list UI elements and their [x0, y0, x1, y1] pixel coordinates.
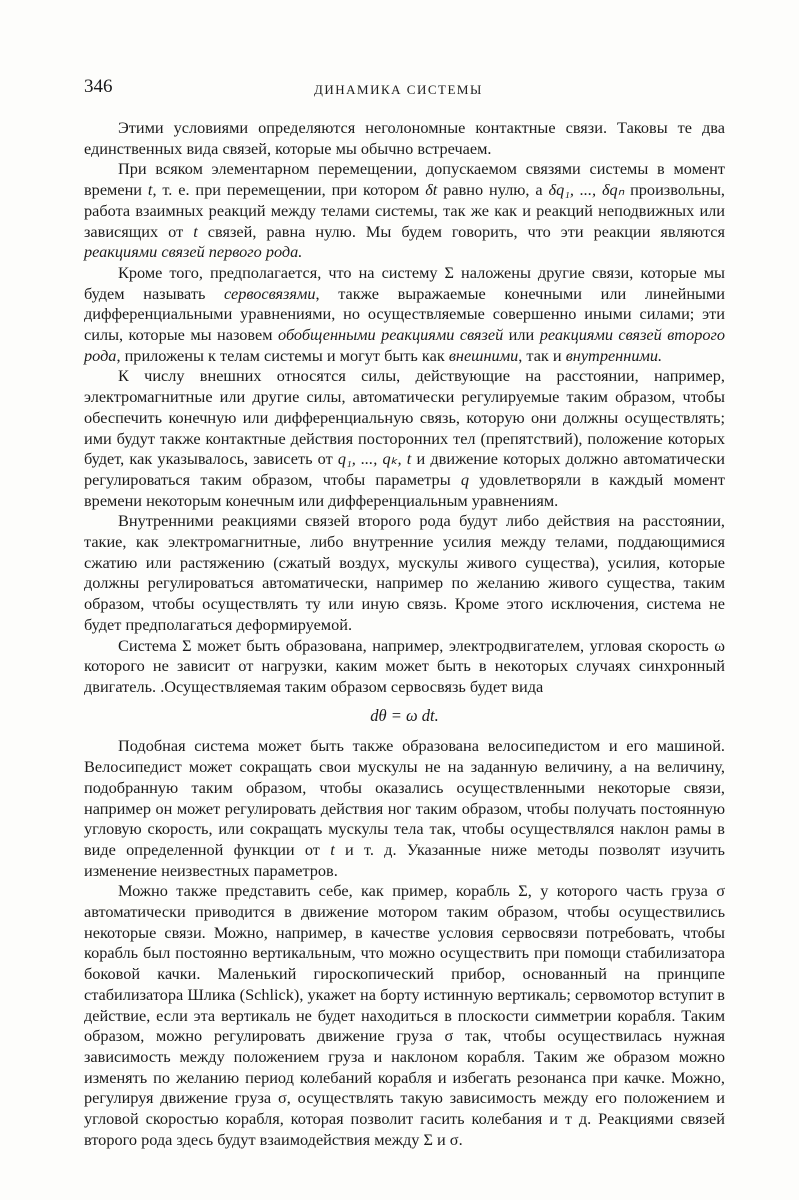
- symbol-delta-t: δt: [425, 180, 438, 200]
- page-header: [84, 76, 724, 106]
- paragraph-2-part: При всяком элементарном перемещении, допускаемом связями системы в момент времени: [84, 159, 725, 200]
- term-servo-constraints: сервосвязями: [224, 283, 316, 303]
- paragraph-7-part: Подобная система может быть также образована велосипедистом и его машиной. Велосипедист может сокращать свои мускулы не на заданную величину, а на величину, подобранную таким образом, чтобы оказались осуществленными некоторые связи, например он может регулировать действия ног таким образом, чтобы получать постоянную угловую скорость, или сокращать мускулы тела так, чтобы осуществлялся наклон рамы в виде определенной функции от: [84, 736, 725, 859]
- paragraph-3-part: или: [503, 325, 540, 345]
- paragraph-1: Этими условиями определяются неголономные контактные связи. Таковы те два единственных вида связей, которые мы обычно встречаем.: [84, 118, 725, 158]
- paragraph-6: Система Σ может быть образована, например, электродвигателем, угловая скорость ω которого не зависит от нагрузки, каким может быть в некоторых случаях синхронный двигатель. .Осуществляемая таким образом сервосвязь будет вида: [84, 635, 725, 696]
- page-number: 346: [84, 76, 113, 97]
- paragraph-5: Внутренними реакциями связей второго рода будут либо действия на расстоянии, такие, как электромагнитные, либо внутренние усилия между телами, поддающимися сжатию или растяжению (сжатый воздух, мускулы живого существа), усилия, которые должны регулироваться автоматически, например по желанию живого существа, таким образом, чтобы осуществлять ту или иную связь. Кроме этого исключения, система не будет предполагаться деформируемой.: [84, 511, 725, 634]
- paragraph-2: [84, 159, 725, 263]
- paragraph-3-part: Кроме того, предполагается, что на систему Σ наложены другие связи, которые мы будем называть: [84, 262, 725, 303]
- symbol-q: q: [460, 469, 470, 489]
- symbol-t: t: [147, 180, 153, 200]
- paragraph-4-part: удовлетворяли в каждый момент времени некоторым конечным или дифференциальным уравнениям.: [84, 469, 725, 510]
- paragraph-4-part: и движение которых должно автоматически регулироваться таким образом, чтобы параметры: [84, 449, 726, 489]
- formula-servo-constraint: dθ = ω dt.: [370, 705, 439, 725]
- paragraph-4: [84, 366, 725, 511]
- term-second-kind-reactions: реакциями связей второго рода: [84, 325, 725, 365]
- running-title: ДИНАМИКА СИСТЕМЫ: [314, 82, 483, 97]
- paragraph-2-part: равно нулю, а: [437, 180, 549, 200]
- term-external: внешними: [448, 345, 519, 365]
- symbol-t: t: [330, 839, 335, 859]
- symbol-delta-q: δq₁, ..., δqₙ: [548, 180, 625, 200]
- paragraph-7-part: и т. д. Указанные ниже методы позволят изучить изменение неизвестных параметров.: [84, 839, 725, 880]
- symbol-t: t: [193, 221, 198, 241]
- paragraph-8: Можно также представить себе, как пример, корабль Σ, у которого часть груза σ автоматически приводится в движение мотором таким образом, чтобы осуществились некоторые связи. Можно, например, в качестве условия сервосвязи потребовать, чтобы корабль был постоянно вертикальным, что можно осуществить при помощи стабилизатора боковой качки. Маленький гироскопический прибор, основанный на принципе стабилизатора Шлика (Schlick), укажет на борту истинную вертикаль; сервомотор вступит в действие, если эта вертикаль не будет находиться в плоскости симметрии корабля. Таким образом, можно регулировать движение груза σ так, чтобы осуществилась нужная зависимость между положением груза и наклоном корабля. Таким же образом можно изменять по желанию период колебаний корабля и избегать резонанса при качке. Можно, регулируя движение груза σ, осуществлять такую зависимость между его положением и угловой скоростью корабля, которая позволит гасить колебания и т д. Реакциями связей второго рода здесь будут взаимодействия между Σ и σ.: [84, 881, 725, 1149]
- term-generalized-reactions: обобщенными реакциями связей: [278, 325, 504, 345]
- body-text: [84, 118, 725, 1150]
- paragraph-3-part: , так и: [518, 345, 566, 365]
- paragraph-7: [84, 736, 725, 881]
- paragraph-3: [84, 263, 725, 367]
- paragraph-4-part: К числу внешних относятся силы, действующие на расстоянии, например, электромагнитные или другие силы, автоматически регулируемые таким образом, чтобы обеспечить конечную или дифференциальную связь, которую они должны осуществлять; ими будут также контактные действия посторонних тел (препятствий), положение которых будет, как указывалось, зависеть от: [84, 366, 725, 469]
- paragraph-3-part: , также выражаемые конечными или линейными дифференциальными уравнениями, но осуществляемые совершенно иными силами; эти силы, которые мы назовем: [84, 283, 725, 345]
- paragraph-2-part: связей, равна нулю. Мы будем говорить, что эти реакции являются: [197, 221, 725, 241]
- term-first-kind-reactions: реакциями связей первого рода.: [84, 242, 303, 262]
- symbol-q-list: q₁, ..., qₖ, t: [337, 449, 412, 469]
- paragraph-2-part: , т. е. при перемещении, при котором: [152, 180, 426, 200]
- term-internal: внутренними.: [565, 345, 663, 365]
- paragraph-3-part: , приложены к телам системы и могут быть как: [116, 345, 449, 365]
- paragraph-2-part: произвольны, работа взаимных реакций между телами системы, так же как и реакций неподвижных или зависящих от: [84, 180, 725, 241]
